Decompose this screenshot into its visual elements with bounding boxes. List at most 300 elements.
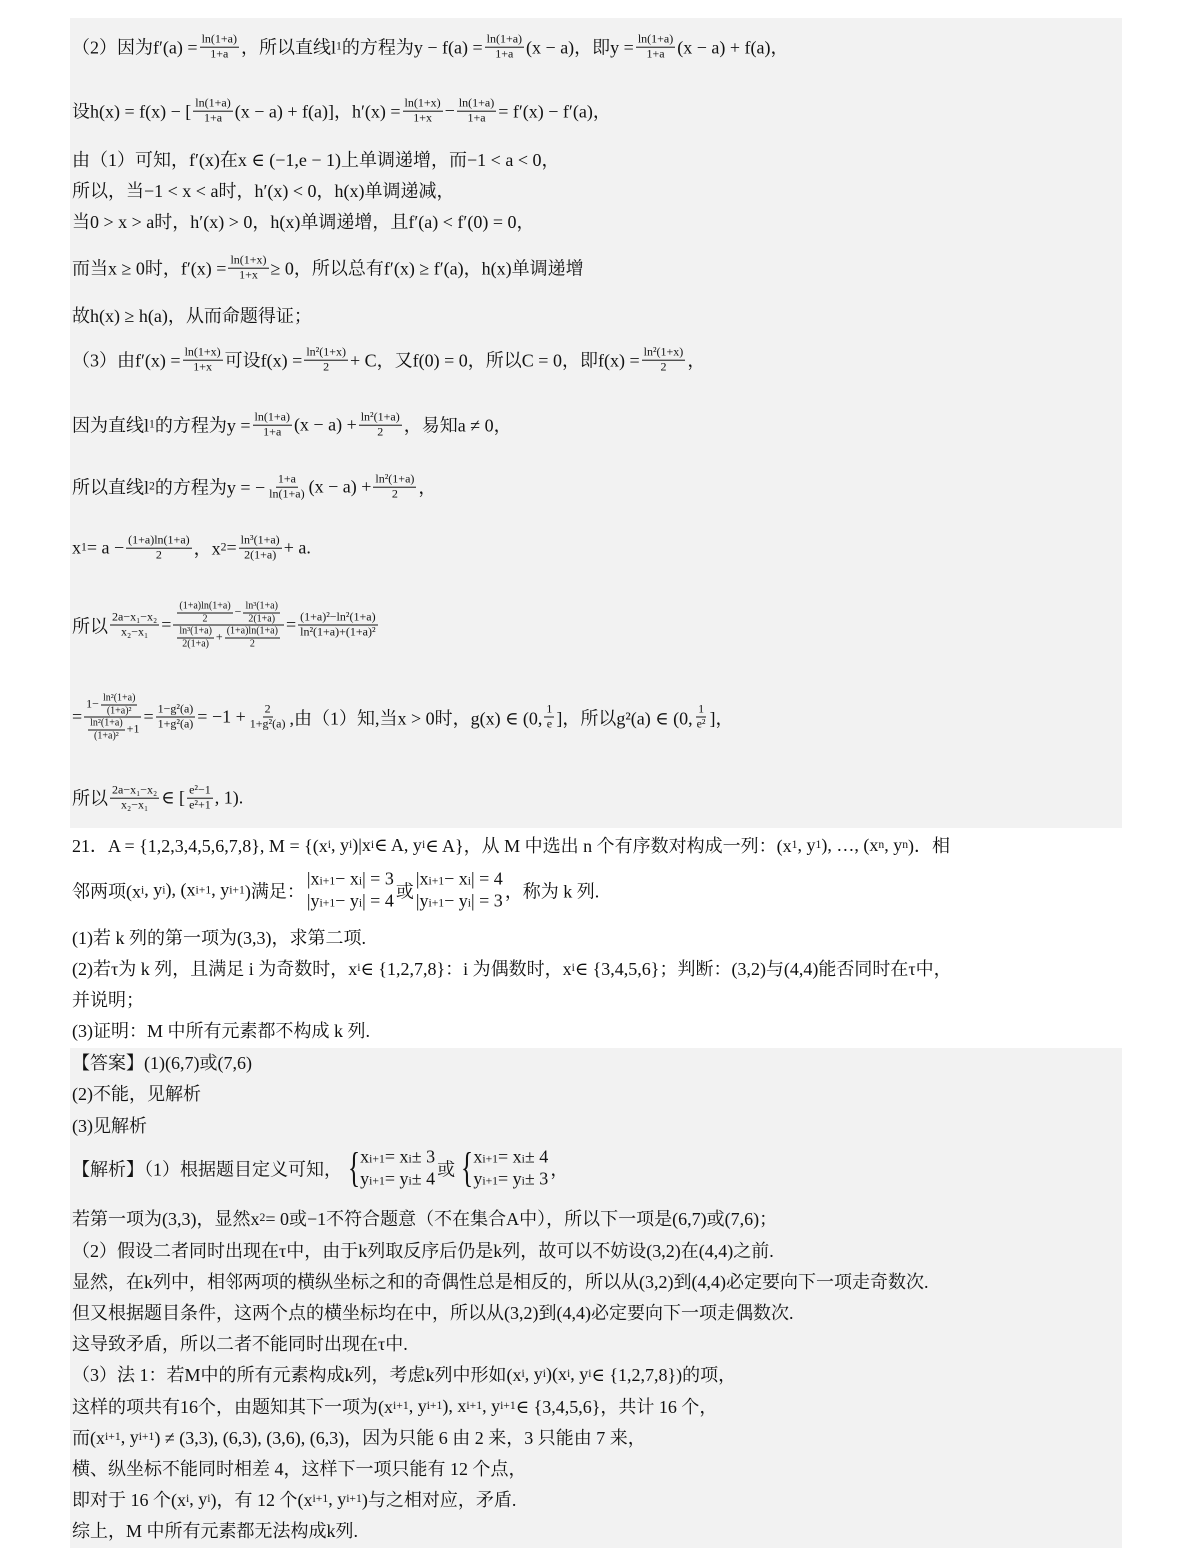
system-row: x i+1 = x i ± 3 — [360, 1146, 436, 1167]
text-run: 的方程为y = — [154, 416, 251, 436]
denominator — [658, 361, 668, 375]
numerator — [173, 601, 284, 626]
text-run: 2a−x₁−x₂ — [112, 609, 158, 624]
text-run: ∈ [ — [161, 787, 186, 808]
text-run: 2 — [323, 359, 330, 374]
text-run: (2)不能，见解析 — [72, 1084, 201, 1104]
fraction — [156, 703, 196, 732]
fraction — [636, 33, 675, 62]
text-run: 由（1）可知，f′(x)在x ∈ (−1,e − 1)上单调递增，而−1 < a < 0， — [72, 150, 560, 170]
text-run: x — [473, 1146, 483, 1167]
text-run: x₂−x₁ — [121, 624, 149, 639]
text-run: ln²(1+a) — [102, 692, 136, 704]
text-run: 1− — [86, 696, 99, 711]
text-run: ∈ A, y — [374, 834, 422, 855]
solution-line — [72, 208, 535, 234]
problem-line — [72, 1017, 370, 1043]
text-run: 2 — [391, 486, 398, 501]
text-run: ln(1+x) — [404, 95, 441, 110]
text-run: 1+a — [467, 110, 486, 125]
numerator — [126, 534, 192, 549]
text-run: |x — [415, 868, 429, 889]
fraction — [193, 97, 232, 126]
numerator — [84, 693, 141, 718]
numerator — [183, 346, 223, 361]
text-run: = x — [384, 1146, 409, 1167]
text-run: | = 3 — [362, 868, 394, 889]
text-run: , y — [482, 1395, 501, 1416]
solution-line: 所以直线l 2 的方程为y = − $\frac{1+a}{\ln(1+a)}$ (x − a) + $\frac{\text{ln²(1+a)}}{2}$ ， — [72, 471, 437, 501]
fraction — [403, 97, 443, 126]
answer-line: 这样的项共有16个，由题知其下一项为(x i+1 , y i+1 ), x i+1 , y i+1 ∈ {3,4,5,6}，共计 16 个， — [72, 1393, 717, 1419]
problem-line: (2)若τ为 k 列，且满足 i 为奇数时，x i ∈ {1,2,7,8}：i 为偶数时，x i ∈ {3,4,5,6}；判断：(3,2)与(4,4)能否同时在τ中， — [72, 955, 952, 981]
text-run: ln(1+a) — [195, 95, 231, 110]
numerator — [200, 33, 239, 48]
answer-line — [72, 1080, 201, 1106]
numerator — [225, 626, 280, 639]
denominator — [105, 705, 134, 717]
text-run: e²+1 — [189, 797, 211, 812]
text-run: 2 — [660, 359, 667, 374]
numerator — [485, 33, 524, 48]
text-run: (1+a)ln(1+a) — [179, 600, 231, 612]
text-run: + C，又f(0) = 0，所以C = 0，即f(x) = — [350, 351, 640, 371]
denominator — [411, 112, 434, 126]
text-run: , y — [330, 834, 349, 855]
fraction — [642, 346, 686, 375]
text-run: 2 — [377, 424, 384, 439]
text-run: y — [473, 1168, 483, 1188]
text-run: )(x — [546, 1363, 567, 1384]
solution-line — [72, 177, 455, 203]
fraction — [101, 693, 138, 717]
text-run: ), x — [442, 1395, 467, 1416]
numerator — [110, 611, 159, 626]
system-row: y i+1 = y i ± 4 — [360, 1168, 436, 1188]
text-run: 所以 — [72, 789, 108, 809]
text-run: 故h(x) ≥ h(a)，从而命题得证； — [72, 306, 312, 326]
text-run: ∈ {3,4,5,6}，共计 16 个， — [515, 1397, 718, 1417]
text-run: ,由（1）知,当x > 0时，g(x) ∈ (0, — [289, 708, 543, 728]
equation-system — [457, 1146, 548, 1189]
numerator — [110, 784, 159, 799]
problem-line — [72, 924, 366, 950]
system-row: |x i+1 − x i | = 3 — [306, 868, 394, 889]
brace-symbol: { — [348, 1145, 361, 1191]
solution-line: 因为直线l 1 的方程为y = $\frac{\ln(1+a)}{1+a}$ (x − a) + $\frac{\text{ln²(1+a)}}{2}$ ，易知a ≠ 0， — [72, 409, 512, 439]
text-run: = — [72, 706, 83, 727]
text-run: 这导致矛盾，所以二者不能同时出现在τ中. — [72, 1334, 408, 1354]
fraction — [298, 611, 377, 640]
text-run: | = 3 — [471, 890, 503, 910]
text-run: 这样的项共有16个，由题知其下一项为(x — [72, 1397, 393, 1417]
text-run: 1+x — [413, 110, 432, 125]
text-run: ∈ {3,4,5,6}；判断：(3,2)与(4,4)能否同时在τ中， — [574, 959, 952, 979]
numerator — [193, 97, 232, 112]
text-run: x₂−x₁ — [121, 797, 149, 812]
text-run: 2(1+a) — [248, 613, 276, 624]
text-run: 1+a — [495, 46, 514, 61]
fraction — [239, 534, 282, 563]
text-run: , y — [884, 834, 903, 855]
text-run: 1+x — [193, 359, 213, 374]
denominator — [695, 718, 708, 732]
problem-line — [72, 986, 144, 1012]
text-run: 但又根据题目条件，这两个点的横坐标均在中，所以从(3,2)到(4,4)必定要向下一项走偶数次. — [72, 1303, 794, 1323]
numerator — [276, 473, 298, 488]
text-run: ln²(1+x) — [306, 344, 347, 359]
fraction — [187, 784, 213, 813]
fraction — [457, 97, 496, 126]
answer-line — [72, 1455, 527, 1481]
text-run: 所以直线l — [72, 478, 150, 498]
text-run: ln(1+a) — [201, 31, 237, 46]
text-run: = x — [498, 1146, 522, 1167]
text-run: 并说明； — [72, 990, 144, 1010]
numerator — [636, 33, 675, 48]
denominator — [493, 48, 515, 62]
text-run: + — [215, 629, 223, 644]
text-run: ln²(1+a) — [90, 717, 123, 729]
numerator — [101, 693, 138, 706]
fraction — [177, 601, 232, 625]
text-run: , y — [408, 1395, 427, 1416]
text-run: （2）假设二者同时出现在τ中，由于k列取反序后仍是k列，故可以不妨设(3,2)在(4,4)之前. — [72, 1241, 774, 1261]
numerator — [88, 718, 125, 731]
text-run: 21．A = {1,2,3,4,5,6,7,8}, M = {(x — [72, 836, 328, 856]
system-rows — [473, 1146, 548, 1189]
text-run: − x — [444, 868, 468, 889]
text-run: = −1 + — [197, 706, 246, 727]
text-run: 1+a — [263, 424, 282, 439]
problem-line: 邻两项(x i , y i ), (x i+1 , y i+1 )满足： |x i+1 − x i | = 3 |y i+1 − y i | = 4 或 |x i+1 − x i | = 4 |y i+1 − y i | = 3 ，称为 k 列. — [72, 868, 600, 910]
text-run: (x − a) + — [293, 414, 357, 435]
system-row: |y i+1 − y i | = 3 — [415, 890, 503, 910]
text-run: 1+x — [239, 267, 258, 282]
text-run: 或 — [437, 1159, 456, 1179]
numerator — [696, 703, 706, 718]
text-run: ∈ {1,2,7,8})的项， — [591, 1365, 737, 1385]
fraction — [359, 411, 402, 440]
solution-line: （2）因为f′(a) = $\frac{\ln(1+a)}{1+a}$ ，所以直线l 1 的方程为y − f(a) = $\frac{\ln(1+a)}{1+a}$ (x − a)，即y = $\frac{\ln(1+a)}{1+a}$ (x − a) + f(a)， — [72, 31, 789, 61]
system-rows — [360, 1146, 435, 1189]
denominator — [187, 799, 213, 813]
text-run: ln²(1+a) — [375, 471, 415, 486]
fraction — [200, 33, 239, 62]
text-run: ln(1+a) — [269, 486, 305, 501]
text-run: ，所以直线l — [240, 38, 336, 58]
text-run: ln(1+a) — [458, 95, 495, 110]
problem-line: 21．A = {1,2,3,4,5,6,7,8}, M = {(x i , y i )|x i ∈ A, y i ∈ A}，从 M 中选出 n 个有序数对构成一列：(x 1 , y 1 ), …, (x n , y n )．相 — [72, 832, 950, 858]
answer-line — [72, 1049, 252, 1075]
text-run: 若第一项为(3,3)，显然x — [72, 1209, 260, 1229]
numerator — [457, 97, 496, 112]
equation-system — [307, 868, 394, 911]
system-row: |x i+1 − x i | = 4 — [415, 868, 503, 889]
text-run: ln³(1+a) — [240, 532, 280, 547]
denominator — [242, 549, 278, 563]
text-run: = — [226, 537, 237, 558]
denominator — [119, 799, 150, 813]
numerator — [177, 626, 214, 639]
text-run: (x − a) + f(a)]，h′(x) = — [234, 102, 401, 122]
denominator — [267, 488, 306, 502]
text-run: ， — [550, 1159, 569, 1179]
text-run: (1+a)ln(1+a) — [128, 532, 190, 547]
fraction — [110, 611, 159, 640]
text-run: − y — [444, 890, 468, 910]
text-run: 1+a — [277, 471, 296, 486]
denominator — [298, 626, 377, 640]
text-run: ]，所以g²(a) ∈ (0, — [556, 708, 693, 728]
text-run: （3）由f′(x) = — [72, 351, 181, 371]
text-run: )与之相对应，矛盾. — [361, 1490, 517, 1510]
answer-line — [72, 1146, 568, 1189]
text-run: 或 — [395, 881, 414, 901]
system-rows — [416, 868, 503, 911]
text-run: 综上，M 中所有元素都无法构成k列. — [72, 1521, 359, 1541]
denominator — [237, 269, 260, 283]
text-run: 当0 > x > a时，h′(x) > 0，h(x)单调递增，且f′(a) < f′(0) = 0， — [72, 212, 535, 232]
text-run: ∈ {1,2,7,8}：i 为偶数时，x — [360, 959, 572, 979]
text-run: (2)若τ为 k 列，且满足 i 为奇数时，x — [72, 959, 358, 979]
text-run: (3)见解析 — [72, 1116, 147, 1136]
text-run: （3）法 1：若M中的所有元素构成k列，考虑k列中形如(x — [72, 1365, 522, 1385]
text-run: y — [360, 1168, 370, 1188]
text-run: 设h(x) = f(x) − [ — [72, 102, 192, 122]
text-run: , y — [797, 834, 816, 855]
text-run: , y — [211, 879, 230, 900]
answer-line — [72, 1112, 147, 1138]
fraction — [88, 718, 125, 742]
fraction — [253, 411, 292, 440]
text-run: 横、纵坐标不能同时相差 4，这样下一项只能有 12 个点， — [72, 1459, 527, 1479]
text-run: )|x — [352, 834, 371, 855]
text-run: 可设f(x) = — [224, 351, 303, 371]
denominator — [119, 626, 150, 640]
text-run: 显然，在k列中，相邻两项的横纵坐标之和的奇偶性总是相反的，所以从(3,2)到(4,4)必定要向下一项走奇数次. — [72, 1272, 929, 1292]
denominator — [92, 730, 121, 742]
text-run: 【解析】（1）根据题目定义可知， — [72, 1159, 342, 1179]
text-run: x — [360, 1146, 370, 1167]
numerator — [373, 473, 416, 488]
text-run: = a − — [86, 537, 125, 558]
text-run: ), …, (x — [821, 834, 879, 855]
numerator — [243, 601, 280, 614]
fraction — [173, 601, 284, 650]
text-run: , y — [570, 1363, 589, 1384]
fraction — [126, 534, 192, 563]
answer-line — [72, 1517, 358, 1543]
answer-line: （3）法 1：若M中的所有元素构成k列，考虑k列中形如(x i , y i )(x i , y i ∈ {1,2,7,8})的项， — [72, 1361, 736, 1387]
fraction — [183, 346, 223, 375]
answer-line: 若第一项为(3,3)，显然x 2 = 0或−1不符合题意（不在集合A中），所以下一项是(6,7)或(7,6)； — [72, 1205, 777, 1231]
text-run: (x − a) + — [308, 476, 372, 497]
text-run: (1+a)ln(1+a) — [226, 625, 278, 637]
text-run: | = 4 — [362, 890, 394, 910]
text-run: (x − a)，即y = — [526, 38, 634, 58]
brace-symbol: { — [461, 1145, 474, 1191]
text-run: (3)证明：M 中所有元素都不构成 k 列. — [72, 1021, 370, 1041]
fraction — [84, 693, 141, 742]
text-run: (1+a)²−ln²(1+a) — [300, 609, 376, 624]
answer-line — [72, 1299, 793, 1325]
solution-line — [72, 693, 734, 742]
numerator — [187, 784, 213, 799]
text-run: = — [161, 614, 172, 635]
solution-line — [72, 254, 584, 283]
fraction — [225, 626, 280, 650]
numerator — [304, 346, 348, 361]
text-run: ln²(1+a) — [360, 409, 400, 424]
text-run: ± 4 — [411, 1168, 436, 1188]
numerator — [359, 411, 402, 426]
text-run: ln(1+x) — [184, 344, 221, 359]
text-run: ，易知a ≠ 0， — [403, 416, 512, 436]
text-run: ln(1+x) — [230, 252, 267, 267]
numerator — [298, 611, 377, 626]
numerator — [263, 703, 273, 718]
denominator — [156, 718, 196, 732]
text-run: 1−g²(a) — [157, 701, 194, 716]
text-run: ln³(1+a) — [179, 625, 212, 637]
text-run: 的方程为y = − — [154, 478, 266, 498]
text-run: − y — [335, 890, 359, 910]
text-run: ln²(1+a)+(1+a)² — [300, 624, 376, 639]
numerator — [177, 601, 232, 614]
text-run: ≥ 0，所以总有f′(x) ≥ f′(a)，h(x)单调递增 — [270, 259, 584, 279]
text-run: ± 3 — [411, 1146, 436, 1167]
text-run: , y — [144, 879, 163, 900]
text-run: 而(x — [72, 1428, 105, 1448]
text-run: e — [546, 716, 553, 731]
text-run: , y — [120, 1426, 139, 1447]
text-run: x — [72, 537, 81, 558]
text-run: , y — [189, 1488, 208, 1509]
text-run: ， — [418, 478, 437, 498]
text-run: 2 — [249, 638, 255, 649]
text-run: = — [285, 614, 297, 635]
solution-line — [72, 302, 312, 328]
text-run: 即对于 16 个(x — [72, 1490, 186, 1510]
answer-line: 即对于 16 个(x i , y i )，有 12 个(x i+1 , y i+1 )与之相对应，矛盾. — [72, 1486, 516, 1512]
text-run: 1 — [546, 701, 553, 716]
text-run: 1+a — [646, 46, 665, 61]
text-run: − x — [335, 868, 359, 889]
answer-line: 而(x i+1 , y i+1 ) ≠ (3,3), (6,3), (3,6), (6,3)，因为只能 6 由 2 来，3 只能由 7 来， — [72, 1424, 646, 1450]
text-run: 而当x ≥ 0时，f′(x) = — [72, 259, 227, 279]
text-run: + a. — [283, 537, 311, 558]
text-run: 1+a — [203, 110, 223, 125]
denominator — [154, 549, 164, 563]
denominator — [248, 718, 288, 732]
denominator — [246, 613, 277, 625]
text-run: ln(1+a) — [254, 409, 290, 424]
text-run: ln(1+a) — [637, 31, 674, 46]
text-run: 1+a — [210, 46, 229, 61]
numerator — [403, 97, 443, 112]
denominator — [644, 48, 666, 62]
text-run: (1)若 k 列的第一项为(3,3)，求第二项. — [72, 928, 366, 948]
denominator — [261, 426, 283, 440]
text-run: 1 — [698, 701, 705, 716]
text-run: 邻两项(x — [72, 881, 141, 901]
text-run: 2 — [202, 613, 208, 624]
text-run: (1+a)² — [94, 730, 119, 741]
denominator — [84, 718, 141, 742]
equation-system — [416, 868, 503, 911]
text-run: ± 3 — [524, 1168, 549, 1188]
text-run: ，x — [193, 539, 221, 559]
text-run: ]， — [709, 708, 734, 728]
text-run: ，称为 k 列. — [504, 881, 600, 901]
denominator — [208, 48, 230, 62]
text-run: 2a−x₁−x₂ — [112, 782, 158, 797]
solution-line — [72, 601, 380, 650]
text-run: , 1). — [214, 787, 244, 808]
text-run: = y — [384, 1168, 409, 1188]
text-run: ， — [687, 351, 706, 371]
text-run: 因为直线l — [72, 416, 150, 436]
denominator — [465, 112, 487, 126]
denominator — [191, 361, 214, 375]
numerator — [228, 254, 268, 269]
text-run: , y — [328, 1488, 347, 1509]
text-run: 1+g²(a) — [157, 716, 194, 731]
text-run: = f′(x) − f′(a)， — [498, 102, 611, 122]
denominator — [390, 488, 400, 502]
numerator — [642, 346, 686, 361]
system-row: |y i+1 − y i | = 4 — [306, 890, 394, 910]
fraction — [485, 33, 524, 62]
text-run: 所以 — [72, 616, 108, 636]
fraction — [243, 601, 280, 625]
numerator — [239, 534, 282, 549]
solution-line — [72, 97, 611, 126]
text-run: = y — [498, 1168, 522, 1188]
text-run: 2(1+a) — [182, 638, 210, 649]
text-run: |y — [415, 890, 429, 910]
denominator — [248, 638, 257, 650]
fraction — [267, 473, 306, 502]
text-run: 2(1+a) — [244, 547, 277, 562]
text-run: |x — [306, 868, 320, 889]
text-run: ln³(1+a) — [245, 600, 278, 612]
text-run: ∈ A}，从 M 中选出 n 个有序数对构成一列：(x — [425, 836, 792, 856]
text-run: 所以，当−1 < x < a时，h′(x) < 0，h(x)单调递减， — [72, 181, 455, 201]
equation-system — [344, 1146, 435, 1189]
text-run: 【答案】(1)(6,7)或(7,6) — [72, 1053, 252, 1073]
solution-line — [72, 346, 705, 375]
numerator — [544, 703, 554, 718]
text-run: 2 — [155, 547, 162, 562]
denominator — [202, 112, 224, 126]
text-run: )．相 — [908, 836, 951, 856]
numerator — [156, 703, 196, 718]
text-run: （2）因为f′(a) = — [72, 38, 198, 58]
fraction — [228, 254, 268, 283]
denominator — [375, 426, 385, 440]
text-run: e² — [696, 716, 706, 731]
text-run: +1 — [126, 721, 140, 736]
text-run: , y — [524, 1363, 543, 1384]
text-run: 1+g²(a) — [249, 716, 286, 731]
text-run: | = 4 — [471, 868, 503, 889]
fraction — [544, 703, 554, 732]
answer-line — [72, 1330, 408, 1356]
answer-line — [72, 1237, 774, 1263]
text-run: (x − a) + f(a)， — [677, 38, 789, 58]
